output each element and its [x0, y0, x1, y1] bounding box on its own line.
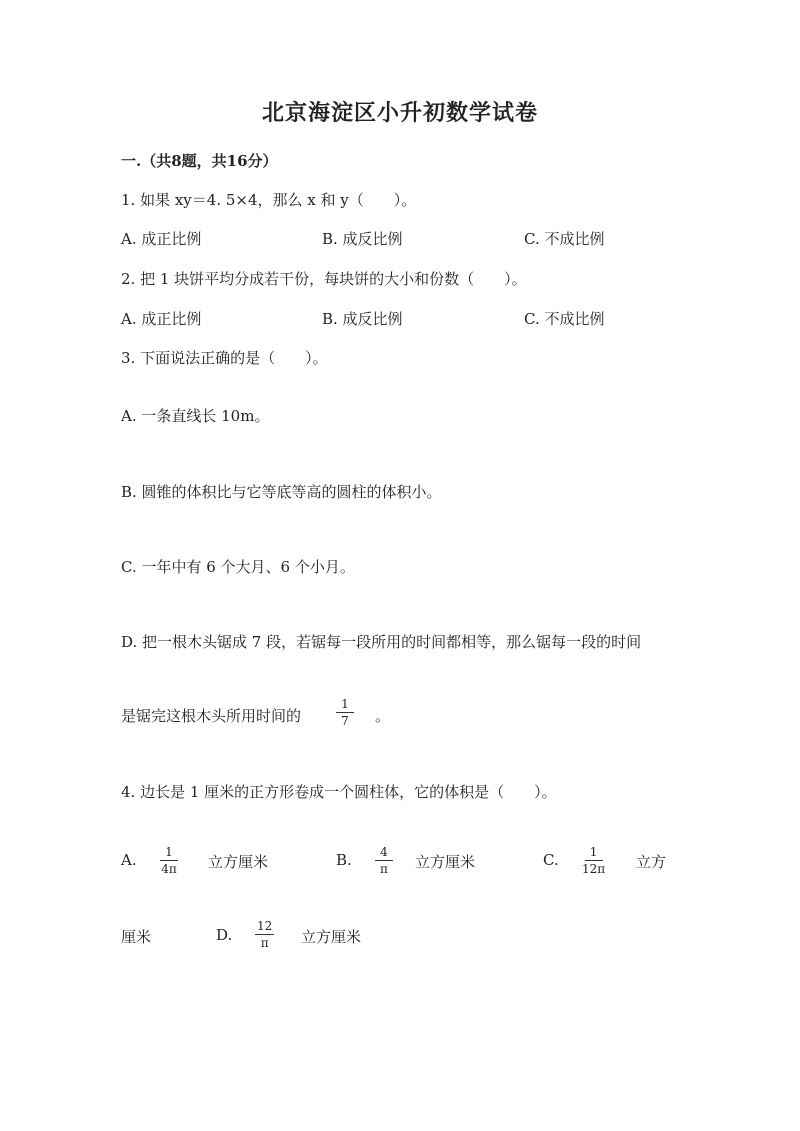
fraction-numerator: 12 [257, 919, 273, 933]
question-2-option-a[interactable]: A. 成正比例 [121, 310, 202, 328]
fraction-one-over-twelve-pi [582, 845, 605, 876]
fraction-twelve-over-pi [255, 919, 274, 950]
fraction-denominator: 4π [161, 862, 177, 876]
question-4-option-d-label[interactable]: D. [216, 926, 233, 944]
question-3-option-b[interactable]: B. 圆锥的体积比与它等底等高的圆柱的体积小。 [121, 483, 442, 501]
fraction-denominator: π [380, 862, 388, 876]
fraction-denominator: π [260, 936, 269, 950]
question-3-option-a[interactable]: A. 一条直线长 10m。 [121, 407, 270, 425]
fraction-denominator: 7 [341, 714, 349, 728]
question-4-option-c-unit: 立方 [636, 853, 667, 871]
fraction-denominator: 12π [582, 862, 606, 876]
fraction-numerator: 4 [375, 845, 393, 861]
question-1-text: 1. 如果 xy＝4. 5×4，那么 x 和 y（ ）。 [121, 191, 417, 209]
section-header: 一.（共8题，共16分） [121, 152, 278, 170]
question-4-option-c-label[interactable]: C. [543, 851, 559, 869]
fraction-four-over-pi [375, 845, 393, 876]
question-4-option-a-label[interactable]: A. [121, 851, 137, 869]
fraction-numerator: 1 [585, 845, 603, 861]
question-4-text: 4. 边长是 1 厘米的正方形卷成一个圆柱体，它的体积是（ ）。 [121, 783, 557, 801]
question-4-option-d-unit: 立方厘米 [301, 928, 362, 946]
question-3-option-d-end: 。 [375, 707, 391, 725]
fraction-numerator: 1 [160, 845, 178, 861]
question-1-option-b[interactable]: B. 成反比例 [322, 230, 403, 248]
question-3-text: 3. 下面说法正确的是（ ）。 [121, 349, 328, 367]
question-2-option-c[interactable]: C. 不成比例 [524, 310, 605, 328]
question-4-option-a-unit: 立方厘米 [208, 853, 269, 871]
question-1-option-c[interactable]: C. 不成比例 [524, 230, 605, 248]
question-4-option-b-unit: 立方厘米 [415, 853, 476, 871]
page-title: 北京海淀区小升初数学试卷 [261, 100, 538, 126]
fraction-numerator: 1 [336, 697, 354, 713]
question-2-option-b[interactable]: B. 成反比例 [322, 310, 403, 328]
question-3-option-d-line2[interactable]: 是锯完这根木头所用时间的 [121, 707, 302, 725]
question-3-option-d-line1[interactable]: D. 把一根木头锯成 7 段，若锯每一段所用的时间都相等，那么锯每一段的时间 [121, 633, 642, 651]
question-2-text: 2. 把 1 块饼平均分成若干份，每块饼的大小和份数（ ）。 [121, 270, 527, 288]
question-4-option-c-unit-continued: 厘米 [121, 928, 152, 946]
question-1-option-a[interactable]: A. 成正比例 [121, 230, 202, 248]
question-4-option-b-label[interactable]: B. [336, 851, 352, 869]
question-3-option-c[interactable]: C. 一年中有 6 个大月、6 个小月。 [121, 558, 355, 576]
fraction-one-seventh [336, 697, 354, 728]
fraction-one-over-four-pi [160, 845, 178, 876]
